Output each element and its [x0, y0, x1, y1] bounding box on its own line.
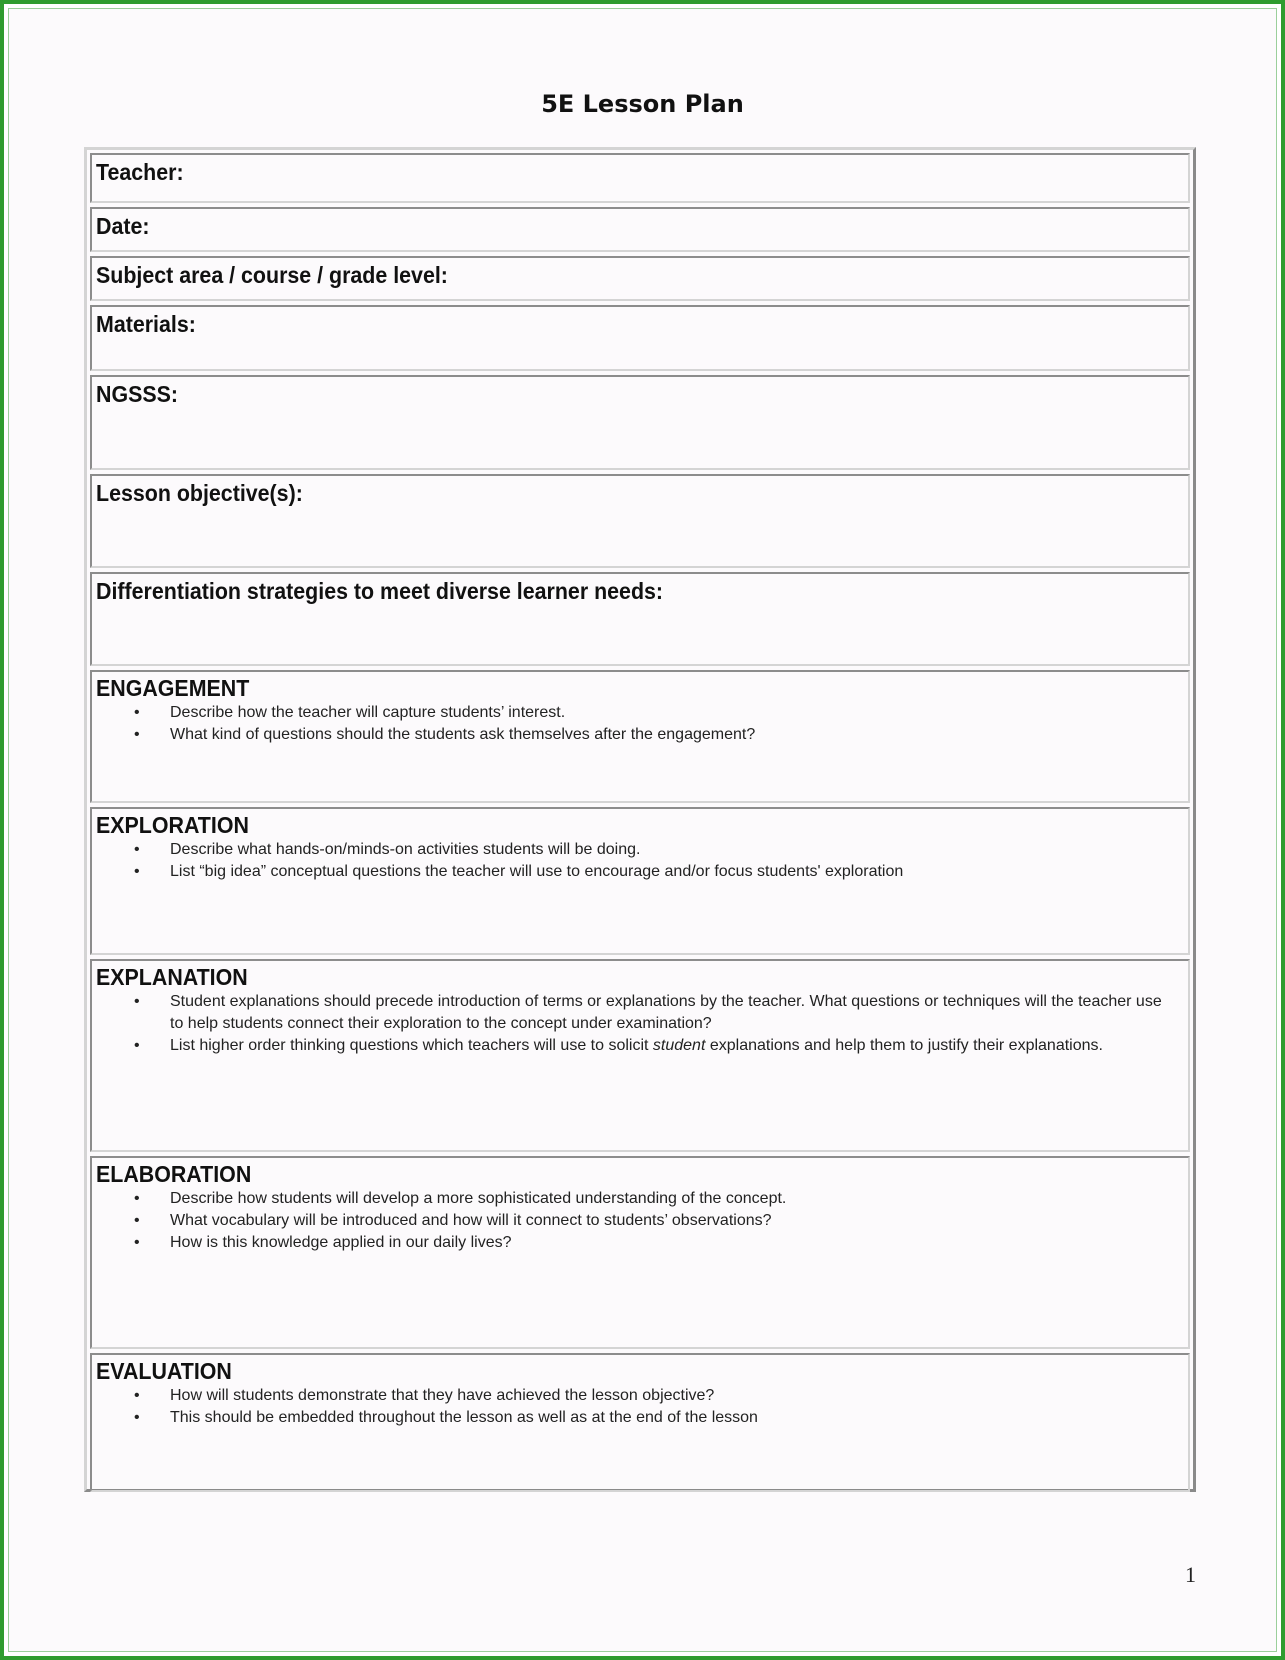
bullet-icon: •: [134, 726, 140, 743]
bullet-icon: •: [134, 993, 140, 1010]
list-item: [96, 1407, 1184, 1429]
ngsss-label: NGSSS:: [96, 381, 179, 407]
bullet-text: How is this knowledge applied in our daily lives?: [170, 1234, 512, 1251]
evaluation-heading: EVALUATION: [96, 1358, 232, 1384]
ngsss-field[interactable]: [90, 375, 1190, 470]
bullet-text: This should be embedded throughout the lesson as well as at the end of the lesson: [170, 1409, 758, 1426]
list-item: [96, 702, 1184, 724]
bullet-text: How will students demonstrate that they have achieved the lesson objective?: [170, 1387, 715, 1404]
bullet-text: Student explanations should precede introduction of terms or explanations by the teacher. What questions or techniques will the teacher use to help students connect their exploration to the concept under examination?: [170, 993, 1162, 1032]
lesson-plan-table: [84, 147, 1196, 1492]
list-item: [96, 1385, 1184, 1407]
page-number: 1: [1185, 1562, 1196, 1587]
list-item: [96, 1210, 1184, 1232]
bullet-icon: •: [134, 1387, 140, 1404]
evaluation-list: [96, 1385, 1184, 1429]
differentiation-field[interactable]: [90, 572, 1190, 666]
differentiation-label: Differentiation strategies to meet diverse learner needs:: [96, 578, 664, 604]
bullet-icon: •: [134, 704, 140, 721]
bullet-icon: •: [134, 1409, 140, 1426]
page: [8, 8, 1277, 1652]
engagement-heading: ENGAGEMENT: [96, 675, 250, 701]
materials-label: Materials:: [96, 311, 196, 337]
teacher-field[interactable]: [90, 153, 1190, 203]
bullet-icon: •: [134, 841, 140, 858]
bullet-icon: •: [134, 863, 140, 880]
explanation-heading: EXPLANATION: [96, 964, 248, 990]
engagement-list: [96, 702, 1184, 746]
bullet-text: Describe how students will develop a more sophisticated understanding of the concept.: [170, 1190, 787, 1207]
objectives-field[interactable]: [90, 474, 1190, 568]
list-item: [96, 861, 1184, 883]
list-item: [96, 991, 1184, 1035]
bullet-icon: •: [134, 1190, 140, 1207]
subject-label: Subject area / course / grade level:: [96, 262, 448, 288]
list-item: [96, 1232, 1184, 1254]
explanation-section[interactable]: [90, 959, 1190, 1152]
bullet-text: Describe what hands-on/minds-on activities students will be doing.: [170, 841, 641, 858]
elaboration-section[interactable]: [90, 1156, 1190, 1349]
materials-field[interactable]: [90, 305, 1190, 371]
teacher-label: Teacher:: [96, 159, 184, 185]
bullet-text-emphasis: student: [652, 1037, 706, 1054]
bullet-text-end: explanations and help them to justify their explanations.: [705, 1037, 1103, 1054]
elaboration-list: [96, 1188, 1184, 1254]
bullet-text: List “big idea” conceptual questions the teacher will use to encourage and/or focus students' exploration: [170, 863, 904, 880]
bullet-text-start: List higher order thinking questions which teachers will use to solicit: [170, 1037, 653, 1054]
explanation-list: [96, 991, 1184, 1057]
list-item: [96, 839, 1184, 861]
exploration-list: [96, 839, 1184, 883]
engagement-section[interactable]: [90, 670, 1190, 803]
evaluation-section[interactable]: [90, 1353, 1190, 1492]
document-title: 5E Lesson Plan: [541, 90, 744, 118]
bullet-icon: •: [134, 1234, 140, 1251]
bullet-text: What vocabulary will be introduced and how will it connect to students’ observations?: [170, 1212, 772, 1229]
list-item: [96, 724, 1184, 746]
date-label: Date:: [96, 213, 150, 239]
list-item: [96, 1035, 1184, 1057]
subject-field[interactable]: [90, 256, 1190, 301]
exploration-heading: EXPLORATION: [96, 812, 249, 838]
bullet-text: What kind of questions should the students ask themselves after the engagement?: [170, 726, 756, 743]
objectives-label: Lesson objective(s):: [96, 480, 303, 506]
bullet-text: Describe how the teacher will capture students’ interest.: [170, 704, 566, 721]
bullet-icon: •: [134, 1037, 140, 1054]
bullet-icon: •: [134, 1212, 140, 1229]
list-item: [96, 1188, 1184, 1210]
date-field[interactable]: [90, 207, 1190, 252]
exploration-section[interactable]: [90, 807, 1190, 955]
elaboration-heading: ELABORATION: [96, 1161, 252, 1187]
